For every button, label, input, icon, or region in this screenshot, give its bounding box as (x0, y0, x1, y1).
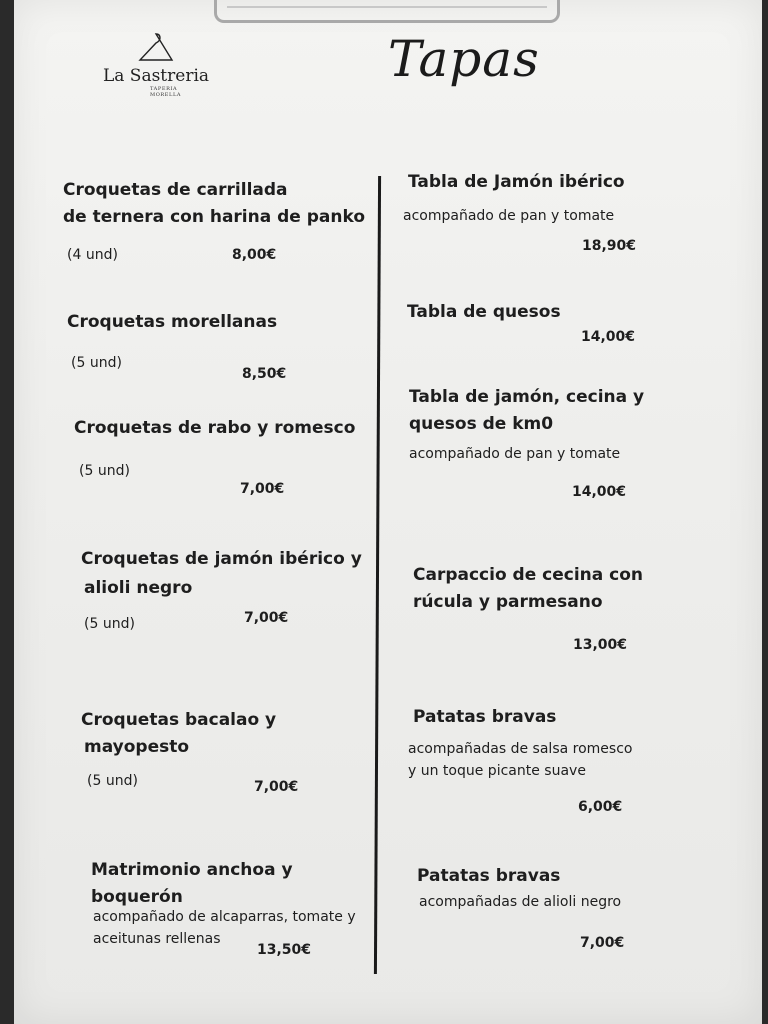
item-description: aceitunas rellenas (93, 931, 221, 947)
item-name: Tabla de quesos (407, 302, 561, 322)
item-quantity: (5 und) (84, 616, 135, 632)
item-price: 8,00€ (232, 247, 277, 263)
item-description: acompañadas de alioli negro (419, 894, 622, 910)
item-quantity: (5 und) (87, 773, 138, 789)
item-price: 13,50€ (257, 942, 312, 958)
item-name: Croquetas morellanas (67, 312, 278, 332)
item-price: 14,00€ (581, 329, 636, 345)
item-name: Tabla de Jamón ibérico (408, 172, 625, 192)
hanger-icon (136, 30, 176, 70)
item-quantity: (5 und) (79, 463, 130, 479)
item-price: 13,00€ (573, 637, 628, 653)
menu-title: Tapas (388, 30, 540, 88)
item-description: y un toque picante suave (408, 763, 586, 779)
item-price: 18,90€ (582, 238, 637, 254)
item-name: alioli negro (84, 578, 193, 598)
item-quantity: (4 und) (67, 247, 118, 263)
item-name: Matrimonio anchoa y (91, 860, 293, 880)
logo-name: La Sastreria (102, 66, 210, 86)
item-name: boquerón (91, 887, 183, 907)
item-name: de ternera con harina de panko (63, 207, 366, 227)
item-name: Croquetas de jamón ibérico y (81, 549, 362, 569)
item-description: acompañado de pan y tomate (403, 208, 615, 224)
item-name: quesos de km0 (409, 414, 554, 434)
item-description: acompañado de pan y tomate (409, 446, 621, 462)
item-name: Carpaccio de cecina con (413, 565, 644, 585)
item-name: Tabla de jamón, cecina y (409, 387, 645, 407)
logo (100, 30, 212, 100)
item-name: Croquetas bacalao y (81, 710, 277, 730)
item-name: Patatas bravas (413, 707, 557, 727)
item-price: 8,50€ (242, 366, 287, 382)
item-name: Patatas bravas (417, 866, 561, 886)
item-price: 7,00€ (240, 481, 285, 497)
item-name: Croquetas de carrillada (63, 180, 288, 200)
item-name: Croquetas de rabo y romesco (74, 418, 356, 438)
item-price: 7,00€ (580, 935, 625, 951)
item-price: 6,00€ (578, 799, 623, 815)
item-quantity: (5 und) (71, 355, 122, 371)
item-price: 7,00€ (244, 610, 289, 626)
item-price: 7,00€ (254, 779, 299, 795)
item-name: mayopesto (84, 737, 190, 757)
item-name: rúcula y parmesano (413, 592, 603, 612)
item-description: acompañadas de salsa romesco (408, 741, 633, 757)
item-description: acompañado de alcaparras, tomate y (93, 909, 356, 925)
item-price: 14,00€ (572, 484, 627, 500)
clipboard-clip (214, 0, 560, 23)
logo-subtitle: TAPERIA MORELLA (150, 86, 182, 98)
